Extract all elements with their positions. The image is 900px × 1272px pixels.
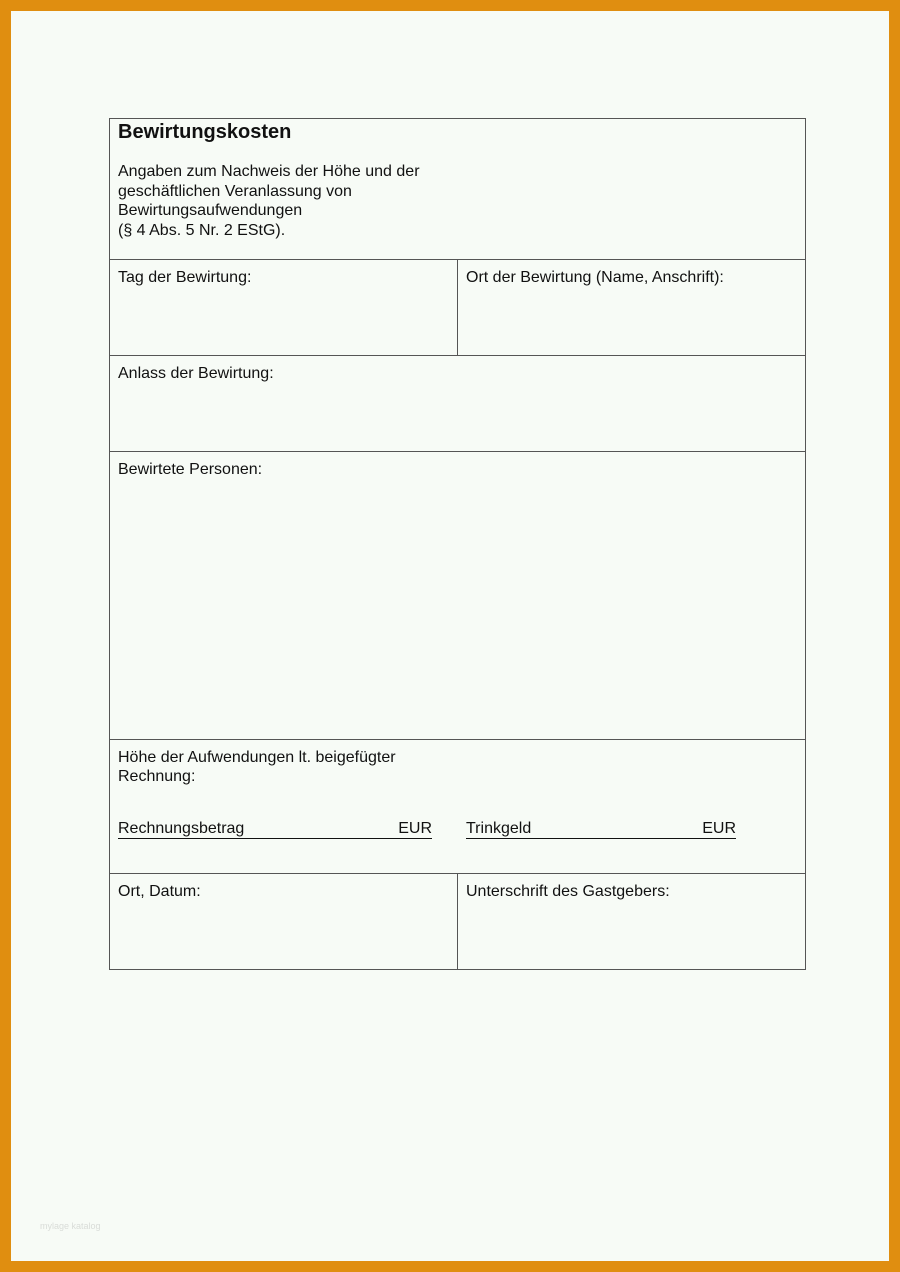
bewirtungskosten-form xyxy=(109,118,806,970)
row-hoehe xyxy=(110,740,805,874)
form-header xyxy=(110,119,805,260)
description-line: Angaben zum Nachweis der Höhe und der xyxy=(118,163,420,180)
hoehe-aufwendungen-section xyxy=(110,740,805,873)
anlass-field[interactable] xyxy=(110,356,805,451)
description-line: geschäftlichen Veranlassung von xyxy=(118,182,352,200)
bewirtete-personen-field[interactable] xyxy=(110,452,805,739)
trinkgeld-unit: EUR xyxy=(702,820,736,837)
description-line: (§ 4 Abs. 5 Nr. 2 EStG). xyxy=(118,221,286,239)
ort-der-bewirtung-field[interactable] xyxy=(458,260,805,355)
form-description xyxy=(118,162,420,240)
anlass-label: Anlass der Bewirtung: xyxy=(118,365,274,382)
ort-der-bewirtung-label: Ort der Bewirtung (Name, Anschrift): xyxy=(466,269,724,286)
form-title: Bewirtungskosten xyxy=(118,121,292,143)
tag-der-bewirtung-field[interactable] xyxy=(110,260,458,355)
document-page xyxy=(11,11,889,1261)
hoehe-aufwendungen-label xyxy=(118,748,396,786)
hoehe-label-line: Rechnung: xyxy=(118,768,196,785)
trinkgeld-label: Trinkgeld xyxy=(466,820,532,837)
rechnungsbetrag-label: Rechnungsbetrag xyxy=(118,820,245,837)
watermark: mylage katalog xyxy=(40,1221,101,1231)
rechnungsbetrag-field[interactable] xyxy=(118,819,432,839)
row-date-location xyxy=(110,260,805,356)
unterschrift-label: Unterschrift des Gastgebers: xyxy=(466,883,670,900)
row-personen xyxy=(110,452,805,740)
bewirtete-personen-label: Bewirtete Personen: xyxy=(118,461,263,478)
tag-der-bewirtung-label: Tag der Bewirtung: xyxy=(118,269,252,286)
row-anlass xyxy=(110,356,805,452)
rechnungsbetrag-unit: EUR xyxy=(398,820,432,837)
ort-datum-label: Ort, Datum: xyxy=(118,883,201,900)
trinkgeld-field[interactable] xyxy=(466,819,736,839)
description-line: Bewirtungsaufwendungen xyxy=(118,202,303,219)
row-signature xyxy=(110,874,805,969)
hoehe-label-line: Höhe der Aufwendungen lt. beigefügter xyxy=(118,749,396,766)
ort-datum-field[interactable] xyxy=(110,874,458,969)
unterschrift-field[interactable] xyxy=(458,874,805,969)
